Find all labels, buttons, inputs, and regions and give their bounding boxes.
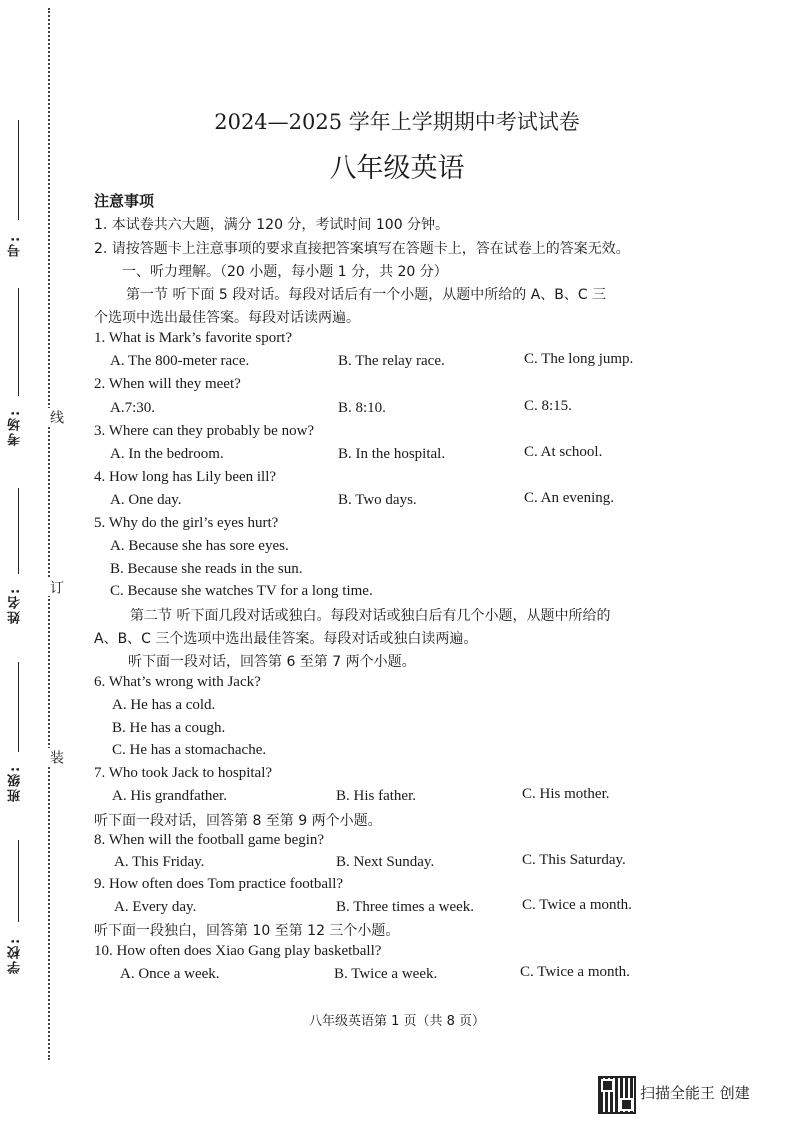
q6-option-c: C. He has a stomachache. xyxy=(112,742,267,758)
name-field-line xyxy=(18,488,19,574)
question-4: 4. How long has Lily been ill? xyxy=(94,469,277,485)
part2-instruction-line1: 第二节 听下面几段对话或独白。每段对话或独白后有几个小题，从题中所给的 xyxy=(130,608,611,624)
question-7: 7. Who took Jack to hospital? xyxy=(94,765,273,781)
q8-option-b: B. Next Sunday. xyxy=(336,854,435,870)
q3-option-a: A. In the bedroom. xyxy=(110,446,224,462)
question-8: 8. When will the football game begin? xyxy=(94,832,325,848)
question-1: 1. What is Mark’s favorite sport? xyxy=(94,330,293,346)
dialog-instruction-6-7: 听下面一段对话，回答第 6 至第 7 两个小题。 xyxy=(128,654,416,670)
question-5: 5. Why do the girl’s eyes hurt? xyxy=(94,515,279,531)
id-label: 号: xyxy=(8,234,23,258)
qr-code-icon xyxy=(598,1076,636,1114)
question-6: 6. What’s wrong with Jack? xyxy=(94,674,261,690)
exam-room-label: 考场: xyxy=(8,408,23,446)
q3-option-c: C. At school. xyxy=(524,444,603,460)
section-title: 一、听力理解。（20 小题，每小题 1 分，共 20 分） xyxy=(122,264,448,280)
q4-option-b: B. Two days. xyxy=(338,492,417,508)
q5-option-b: B. Because she reads in the sun. xyxy=(110,561,303,577)
q10-option-c: C. Twice a month. xyxy=(520,964,630,980)
notice-heading: 注意事项 xyxy=(94,192,155,210)
q10-option-b: B. Twice a week. xyxy=(334,966,438,982)
scanner-watermark: 扫描全能王 创建 xyxy=(640,1084,750,1102)
q6-option-a: A. He has a cold. xyxy=(112,697,216,713)
q9-option-a: A. Every day. xyxy=(114,899,197,915)
q2-option-b: B. 8:10. xyxy=(338,400,386,416)
q7-option-b: B. His father. xyxy=(336,788,416,804)
name-label: 姓名: xyxy=(8,586,23,624)
dialog-instruction-8-9: 听下面一段对话，回答第 8 至第 9 两个小题。 xyxy=(94,813,382,829)
school-field-line xyxy=(18,840,19,922)
q4-option-a: A. One day. xyxy=(110,492,182,508)
q5-option-c: C. Because she watches TV for a long time. xyxy=(110,583,373,599)
binding-mark-zhuang: 装 xyxy=(48,750,64,764)
part1-instruction-line2: 个选项中选出最佳答案。每段对话读两遍。 xyxy=(94,310,360,326)
exam-room-field-line xyxy=(18,288,19,396)
q7-option-a: A. His grandfather. xyxy=(112,788,227,804)
q5-option-a: A. Because she has sore eyes. xyxy=(110,538,289,554)
notice-item-1: 1. 本试卷共六大题，满分 120 分，考试时间 100 分钟。 xyxy=(94,217,450,233)
subject-title: 八年级英语 xyxy=(329,153,465,184)
school-label: 学校: xyxy=(8,936,23,974)
q8-option-a: A. This Friday. xyxy=(114,854,205,870)
q2-option-c: C. 8:15. xyxy=(524,398,572,414)
page-footer: 八年级英语第 1 页（共 8 页） xyxy=(308,1014,486,1029)
q1-option-b: B. The relay race. xyxy=(338,353,445,369)
q4-option-c: C. An evening. xyxy=(524,490,614,506)
q1-option-c: C. The long jump. xyxy=(524,351,634,367)
part1-instruction-line1: 第一节 听下面 5 段对话。每段对话后有一个小题，从题中所给的 A、B、C 三 xyxy=(126,287,607,303)
q6-option-b: B. He has a cough. xyxy=(112,720,226,736)
class-label: 班级: xyxy=(8,764,23,802)
q8-option-c: C. This Saturday. xyxy=(522,852,626,868)
q10-option-a: A. Once a week. xyxy=(120,966,220,982)
notice-item-2: 2. 请按答题卡上注意事项的要求直接把答案填写在答题卡上，答在试卷上的答案无效。 xyxy=(94,241,630,257)
class-field-line xyxy=(18,662,19,752)
q9-option-c: C. Twice a month. xyxy=(522,897,632,913)
monolog-instruction-10-12: 听下面一段独白，回答第 10 至第 12 三个小题。 xyxy=(94,923,400,939)
question-2: 2. When will they meet? xyxy=(94,376,241,392)
q1-option-a: A. The 800-meter race. xyxy=(110,353,250,369)
exam-title: 2024—2025 学年上学期期中考试试卷 xyxy=(214,110,580,134)
question-10: 10. How often does Xiao Gang play basketball? xyxy=(94,943,382,959)
q7-option-c: C. His mother. xyxy=(522,786,610,802)
question-9: 9. How often does Tom practice football? xyxy=(94,876,344,892)
binding-mark-ding: 订 xyxy=(48,580,64,594)
q2-option-a: A.7:30. xyxy=(110,400,155,416)
q3-option-b: B. In the hospital. xyxy=(338,446,446,462)
question-3: 3. Where can they probably be now? xyxy=(94,423,315,439)
part2-instruction-line2: A、B、C 三个选项中选出最佳答案。每段对话或独白读两遍。 xyxy=(94,631,478,647)
binding-mark-xian: 线 xyxy=(48,410,64,424)
q9-option-b: B. Three times a week. xyxy=(336,899,475,915)
